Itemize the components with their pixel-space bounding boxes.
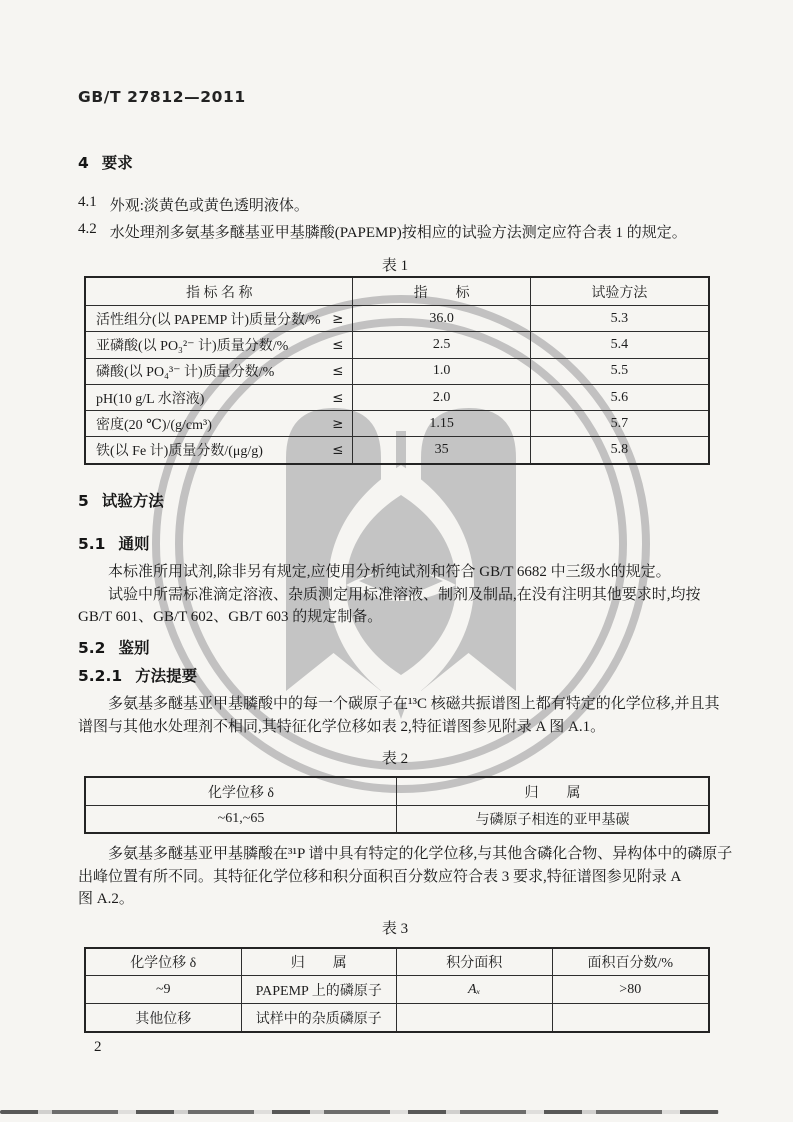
indicator-value: 2.0 [353, 385, 530, 410]
area-percent: >80 [619, 981, 642, 997]
clause-5-2-1-number: 5.2.1 [78, 667, 123, 685]
section-4-title: 要求 [101, 154, 133, 172]
relation-symbol: ≤ [332, 389, 344, 406]
paragraph-line: 试验中所需标准滴定溶液、杂质测定用标准溶液、制剂及制品,在没有注明其他要求时,均按 [108, 586, 701, 603]
table-3-header-area: 积分面积 [397, 949, 553, 975]
table-row [86, 385, 708, 411]
table-row [86, 976, 708, 1004]
table-1-header-method: 试验方法 [591, 285, 648, 301]
table-row [86, 806, 708, 832]
indicator-name: pH(10 g/L 水溶液) [96, 391, 205, 407]
test-method: 5.7 [610, 415, 629, 431]
test-method: 5.6 [610, 389, 629, 405]
table-row [86, 306, 708, 332]
integral-area [397, 1004, 553, 1031]
clause-4-1 [78, 194, 309, 215]
assignment: 与磷原子相连的亚甲基碳 [475, 813, 630, 828]
clause-4-1-number: 4.1 [78, 194, 97, 210]
table-2-header-row [86, 778, 708, 806]
relation-symbol: ≤ [332, 336, 344, 353]
indicator-value: 36.0 [353, 306, 530, 331]
section-4-heading [78, 151, 133, 173]
table-1-header-row [86, 278, 708, 306]
clause-4-2-number: 4.2 [78, 221, 97, 237]
test-method: 5.4 [610, 336, 629, 352]
indicator-value: 35 [353, 437, 530, 462]
indicator-name: 磷酸(以 PO₄³⁻ 计)质量分数/% [96, 365, 275, 381]
section-4-number: 4 [78, 154, 89, 172]
indicator-name: 铁(以 Fe 计)质量分数/(μg/g) [96, 444, 263, 460]
standard-number: GB/T 27812—2011 [78, 88, 246, 106]
clause-5-2-title: 鉴别 [118, 639, 150, 657]
clause-4-2-text: 水处理剂多氨基多醚基亚甲基膦酸(PAPEMP)按相应的试验方法测定应符合表 1 的规定。 [109, 225, 687, 241]
table-2-header-assignment: 归 属 [524, 785, 581, 801]
chemical-shift: ~9 [86, 976, 242, 1003]
paragraph-line: 图 A.2。 [78, 891, 134, 907]
section-5-heading [78, 489, 164, 511]
paragraph-line: 多氨基多醚基亚甲基膦酸在³¹P 谱中具有特定的化学位移,与其他含磷化合物、异构体中的磷原子 [108, 846, 733, 862]
test-method: 5.5 [610, 363, 629, 379]
table-3-header-row [86, 949, 708, 976]
table-row [86, 332, 708, 358]
relation-symbol: ≥ [332, 415, 344, 432]
table-1 [84, 276, 710, 465]
table-3-caption: 表 3 [381, 921, 409, 937]
clause-4-2 [78, 221, 687, 242]
paragraph-method-summary-13c [78, 693, 720, 738]
scan-artifact-line [0, 1110, 719, 1114]
table-row [86, 359, 708, 385]
table-row [86, 411, 708, 437]
paragraph-general-rules [78, 561, 714, 629]
table-2 [84, 776, 710, 834]
relation-symbol: ≤ [332, 442, 344, 459]
clause-5-2-1-heading [78, 664, 197, 686]
indicator-value: 1.0 [353, 359, 530, 384]
table-3-header-assignment: 归 属 [242, 949, 398, 975]
table-2-caption: 表 2 [381, 751, 409, 767]
assignment: 试样中的杂质磷原子 [242, 1004, 398, 1031]
paragraph-line: 谱图与其他水处理剂不相同,其特征化学位移如表 2,特征谱图参见附录 A 图 A.1。 [78, 718, 606, 735]
relation-symbol: ≤ [332, 363, 344, 380]
indicator-name: 亚磷酸(以 PO₃²⁻ 计)质量分数/% [96, 338, 289, 354]
table-3-header-shift: 化学位移 δ [86, 949, 242, 975]
table-row [86, 1004, 708, 1031]
test-method: 5.3 [610, 310, 629, 326]
table-1-header-indicator-name: 指 标 名 称 [86, 278, 353, 305]
clause-5-2-heading [78, 636, 149, 658]
paragraph-line: 出峰位置有所不同。其特征化学位移和积分面积百分数应符合表 3 要求,特征谱图参见附录 A [78, 868, 682, 885]
clause-5-1-number: 5.1 [78, 535, 106, 553]
table-3-header-percent: 面积百分数/% [587, 956, 674, 971]
paragraph-method-summary-31p [78, 843, 733, 911]
indicator-name: 密度(20 ℃)/(g/cm³) [96, 417, 212, 433]
clause-4-1-text: 外观:淡黄色或黄色透明液体。 [109, 198, 309, 214]
clause-5-1-heading [78, 532, 149, 554]
section-5-number: 5 [78, 492, 89, 510]
paragraph-line: 本标准所用试剂,除非另有规定,应使用分析纯试剂和符合 GB/T 6682 中三级水的规定。 [108, 564, 671, 580]
clause-5-2-1-title: 方法提要 [135, 667, 198, 685]
chemical-shift: ~61,~65 [86, 806, 397, 832]
paragraph-line: GB/T 601、GB/T 602、GB/T 603 的规定制备。 [78, 609, 383, 625]
table-1-header-indicator: 指 标 [353, 278, 530, 305]
page-number: 2 [94, 1039, 102, 1055]
paragraph-line: 多氨基多醚基亚甲基膦酸中的每一个碳原子在¹³C 核磁共振谱图上都有特定的化学位移,并且其 [108, 696, 720, 712]
relation-symbol: ≥ [332, 310, 344, 327]
integral-area: Aₓ [397, 976, 553, 1003]
assignment: PAPEMP 上的磷原子 [242, 976, 398, 1003]
table-1-caption: 表 1 [381, 258, 409, 274]
table-2-header-shift: 化学位移 δ [86, 778, 397, 805]
table-row [86, 437, 708, 462]
chemical-shift: 其他位移 [86, 1004, 242, 1031]
clause-5-2-number: 5.2 [78, 639, 106, 657]
indicator-name: 活性组分(以 PAPEMP 计)质量分数/% [96, 312, 321, 328]
clause-5-1-title: 通则 [118, 535, 150, 553]
section-5-title: 试验方法 [101, 492, 164, 510]
indicator-value: 1.15 [353, 411, 530, 436]
table-3 [84, 947, 710, 1033]
area-percent [553, 1004, 709, 1031]
indicator-value: 2.5 [353, 332, 530, 357]
test-method: 5.8 [610, 442, 629, 458]
